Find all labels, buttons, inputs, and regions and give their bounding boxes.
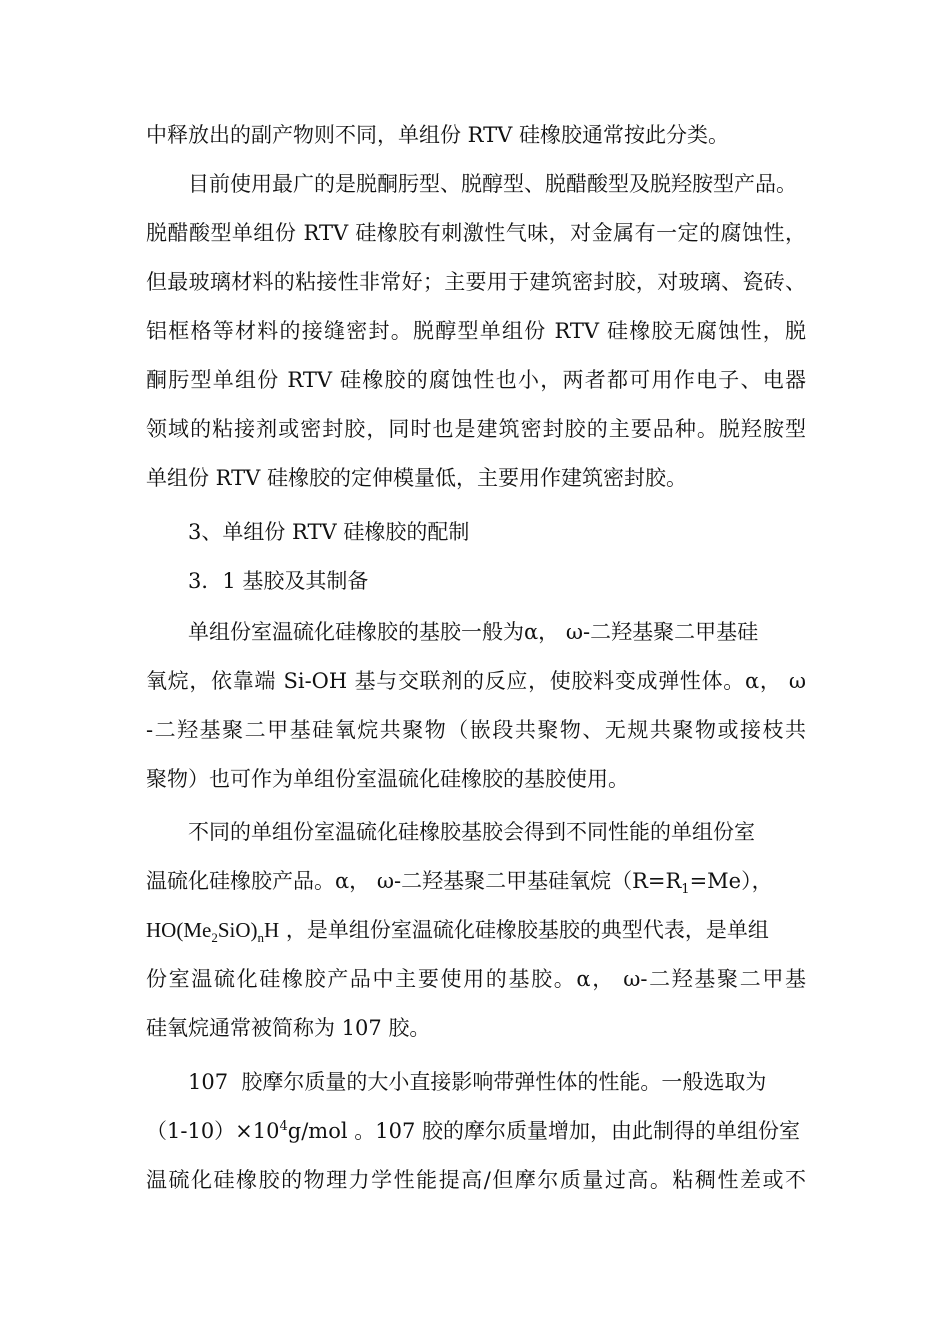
text-run: ，是单组份室温硫化硅橡胶基胶的典型代表，是单组 <box>279 918 769 942</box>
paragraph-line: 107 胶摩尔质量的大小直接影响带弹性体的性能。一般选取为 <box>188 1070 767 1094</box>
text-run: g/mol 。107 胶的摩尔质量增加，由此制得的单组份室 <box>287 1119 801 1143</box>
paragraph-line: 酮肟型单组份 RTV 硅橡胶的腐蚀性也小，两者都可用作电子、电器 <box>146 368 806 392</box>
paragraph-line: 不同的单组份室温硫化硅橡胶基胶会得到不同性能的单组份室 <box>188 820 755 844</box>
paragraph-line <box>146 857 773 906</box>
paragraph-line: 目前使用最广的是脱酮肟型、脱醇型、脱醋酸型及脱羟胺型产品。 <box>188 172 797 196</box>
subscript: 1 <box>681 882 690 898</box>
paragraph-line: 单组份 RTV 硅橡胶的定伸模量低，主要用作建筑密封胶。 <box>146 466 687 490</box>
paragraph-line: 单组份室温硫化硅橡胶的基胶一般为α， ω-二羟基聚二甲基硅 <box>188 620 759 644</box>
text-run: 温硫化硅橡胶产品。α， ω-二羟基聚二甲基硅氧烷（R=R <box>146 869 682 893</box>
paragraph-line: 硅氧烷通常被简称为 107 胶。 <box>146 1016 431 1040</box>
subscript: n <box>257 930 265 946</box>
text-run: （1-10）×10 <box>146 1119 280 1143</box>
text-run: =Me）， <box>689 869 773 893</box>
paragraph-line: 份室温硫化硅橡胶产品中主要使用的基胶。α， ω-二羟基聚二甲基 <box>146 967 806 991</box>
formula-text: HO(Me <box>146 918 212 942</box>
formula-text: SiO) <box>217 918 258 942</box>
paragraph-line: 聚物）也可作为单组份室温硫化硅橡胶的基胶使用。 <box>146 767 629 791</box>
formula-line <box>146 906 769 955</box>
formula-text: H <box>264 918 280 942</box>
paragraph-line: 铝框格等材料的接缝密封。脱醇型单组份 RTV 硅橡胶无腐蚀性，脱 <box>146 319 806 343</box>
paragraph-line: 但最玻璃材料的粘接性非常好；主要用于建筑密封胶，对玻璃、瓷砖、 <box>146 270 806 294</box>
superscript: 4 <box>279 1119 288 1134</box>
paragraph-line <box>146 1107 800 1156</box>
paragraph-line: 中释放出的副产物则不同，单组份 RTV 硅橡胶通常按此分类。 <box>146 123 729 147</box>
paragraph-line: 领域的粘接剂或密封胶，同时也是建筑密封胶的主要品种。脱羟胺型 <box>146 417 806 441</box>
paragraph-line: 脱醋酸型单组份 RTV 硅橡胶有刺激性气味，对金属有一定的腐蚀性， <box>146 221 806 245</box>
paragraph-line: -二羟基聚二甲基硅氧烷共聚物（嵌段共聚物、无规共聚物或接枝共 <box>146 718 806 742</box>
subscript: 2 <box>211 930 218 946</box>
subsection-heading: 3．1 基胶及其制备 <box>188 569 369 593</box>
paragraph-line: 氧烷，依靠端 Si-OH 基与交联剂的反应，使胶料变成弹性体。α， ω <box>146 669 806 693</box>
paragraph-line: 温硫化硅橡胶的物理力学性能提高/但摩尔质量过高。粘稠性差或不 <box>146 1168 806 1192</box>
section-heading: 3、单组份 RTV 硅橡胶的配制 <box>188 520 470 544</box>
